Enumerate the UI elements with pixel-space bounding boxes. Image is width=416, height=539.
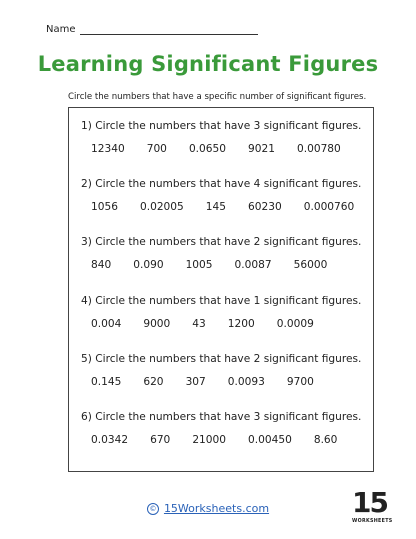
number-choice: 0.145 <box>91 376 122 388</box>
number-choices <box>81 318 371 330</box>
question-prompt: 5) Circle the numbers that have 2 significant figures. <box>81 353 362 365</box>
number-choices <box>81 201 371 213</box>
number-choices <box>81 434 371 446</box>
question-2 <box>81 178 371 213</box>
name-blank-line <box>80 24 258 35</box>
name-field-row <box>46 24 258 35</box>
number-choice: 9700 <box>286 376 314 388</box>
number-choice: 0.090 <box>133 259 164 271</box>
number-choice: 145 <box>205 201 227 213</box>
number-choice: 0.000760 <box>303 201 355 213</box>
number-choice: 9021 <box>248 143 275 155</box>
number-choice: 0.02005 <box>139 201 184 213</box>
question-prompt: 3) Circle the numbers that have 2 significant figures. <box>81 236 362 248</box>
name-label: Name <box>46 24 76 35</box>
number-choice: 620 <box>143 376 164 388</box>
number-choice: 21000 <box>192 434 227 446</box>
number-choice: 0.0342 <box>91 434 129 446</box>
question-prompt: 2) Circle the numbers that have 4 significant figures. <box>81 178 362 190</box>
number-choice: 56000 <box>293 259 328 271</box>
number-choice: 0.00780 <box>296 143 341 155</box>
number-choice: 0.0009 <box>276 318 314 330</box>
number-choice: 12340 <box>91 143 125 155</box>
number-choice: 0.004 <box>91 318 122 330</box>
copyright-icon: © <box>147 503 159 515</box>
number-choices <box>81 143 371 155</box>
number-choice: 1200 <box>227 318 255 330</box>
instructions-text: Circle the numbers that have a specific number of significant figures. <box>68 92 367 102</box>
number-choice: 43 <box>192 318 206 330</box>
number-choice: 1005 <box>185 259 213 271</box>
question-prompt: 6) Circle the numbers that have 3 significant figures. <box>81 411 362 423</box>
number-choices <box>81 376 371 388</box>
number-choice: 0.0093 <box>227 376 265 388</box>
number-choice: 0.0087 <box>234 259 272 271</box>
question-3 <box>81 236 371 271</box>
question-4 <box>81 295 371 330</box>
question-5 <box>81 353 371 388</box>
number-choices <box>81 259 371 271</box>
page-title: Learning Significant Figures <box>37 52 379 76</box>
question-1 <box>81 120 371 155</box>
number-choice: 700 <box>146 143 167 155</box>
number-choice: 60230 <box>248 201 282 213</box>
logo-number: 15 <box>352 486 387 519</box>
number-choice: 8.60 <box>313 434 338 446</box>
site-link[interactable]: 15Worksheets.com <box>163 502 270 515</box>
question-prompt: 4) Circle the numbers that have 1 significant figures. <box>81 295 362 307</box>
questions-box <box>68 107 374 472</box>
brand-logo <box>352 486 393 530</box>
number-choice: 307 <box>185 376 206 388</box>
logo-word: WORKSHEETS <box>352 519 393 524</box>
number-choice: 670 <box>150 434 171 446</box>
number-choice: 0.00450 <box>248 434 292 446</box>
number-choice: 9000 <box>143 318 171 330</box>
number-choice: 840 <box>91 259 112 271</box>
question-prompt: 1) Circle the numbers that have 3 significant figures. <box>81 120 362 132</box>
number-choice: 1056 <box>91 201 118 213</box>
number-choice: 0.0650 <box>188 143 227 155</box>
question-6 <box>81 411 371 446</box>
